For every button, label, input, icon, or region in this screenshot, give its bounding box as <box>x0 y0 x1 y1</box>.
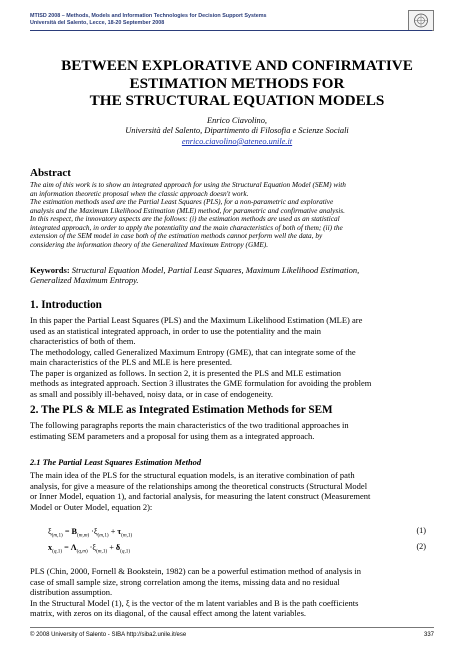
subsection-line: Model or Outer Model, equation 2): <box>30 501 153 512</box>
abstract-line: integrated approach, in order to apply the potentiality and the main characteristics of both of them; (ii) the <box>30 222 343 232</box>
abstract-body <box>30 181 434 249</box>
section-2-line: estimating SEM parameters and a proposal for using them as a integrated approach. <box>30 430 315 441</box>
closing-line: distribution assumption. <box>30 587 113 597</box>
abstract-line: In this respect, the innovatory aspects are the follows: (i) the estimation methods are used as an statistical <box>30 214 340 224</box>
closing-line: PLS (Chin, 2000, Fornell & Bookstein, 1982) can be a powerful estimation method of analysis in <box>30 566 361 576</box>
author-email-link[interactable]: enrico.ciavolino@ateneo.unile.it <box>181 136 293 146</box>
section-2-heading: 2. The PLS & MLE as Integrated Estimation Methods for SEM <box>30 404 333 416</box>
conference-header <box>30 13 267 27</box>
section-1-line: methods as integrated approach. Section 3 illustrates the GME formulation for avoiding the problem <box>30 378 372 388</box>
section-1-line: The methodology, called Generalized Maximum Entropy (GME), that can integrate some of the <box>30 346 356 357</box>
abstract-line: an information theoretic proposal when the classic approach doesn't work. <box>30 188 249 198</box>
equation-2-number: (2) <box>416 542 426 551</box>
title-line-3: THE STRUCTURAL EQUATION MODELS <box>89 92 385 109</box>
section-2-line: The following paragraphs reports the main characteristics of the two traditional approaches in <box>30 420 349 430</box>
section-1-line: used as an statistical integrated approach, in order to use the potentiality and the main <box>30 325 322 336</box>
section-1-line: main characteristics of the PLS and MLE is here presented. <box>30 357 233 367</box>
section-1-body <box>30 315 434 399</box>
abstract-line: analysis and the Maximum Likelihood Estimation (MLE) method, for parametric and confirmative analysis. <box>30 205 345 215</box>
title-line-2: ESTIMATION METHODS FOR <box>129 74 345 92</box>
footer-divider <box>30 627 434 628</box>
header-divider <box>30 30 432 31</box>
abstract-line: The estimation methods used are the Partial Least Squares (PLS), for a non-parametric and explorative <box>30 197 334 207</box>
equation-1-number: (1) <box>416 526 426 535</box>
section-1-heading: 1. Introduction <box>30 299 102 311</box>
keywords-label: Keywords: <box>30 265 70 275</box>
abstract-line: considering the information theory of the Generalized Maximum Entropy (GME). <box>30 239 269 249</box>
equation-2-formula: $x_{(q,1)} = \Lambda_{(q,m)} \cdot\xi_{(m,1)} + \delta_{(q,1)}$ <box>48 543 131 555</box>
section-1-line: characteristics of both of them. <box>30 336 136 346</box>
equation-2 <box>30 542 434 554</box>
closing-line: matrix, with zeros on its diagonal, of the causal effect among the latent variables. <box>30 608 307 618</box>
closing-line: case of small sample size, strong correlation among the items, missing data and no residual <box>30 576 340 587</box>
keywords-line-2: Generalized Maximum Entropy. <box>30 275 139 286</box>
subsection-2-1-heading: 2.1 The Partial Least Squares Estimation Method <box>30 458 202 467</box>
abstract-line: The aim of this work is to show an integrated approach for using the Structural Equation Model (SEM) with <box>30 180 346 189</box>
subsection-2-1-body <box>30 470 434 512</box>
footer-copyright: © 2008 University of Salento - SIBA http://siba2.unile.it/ese <box>30 632 187 638</box>
author-block <box>20 116 454 147</box>
section-2-body <box>30 420 434 441</box>
subsection-line: The main idea of the PLS for the structural equation models, is an iterative combination of path <box>30 470 355 480</box>
section-1-line: as small and possibly ill-behaved, noisy data, or in case of endogeneity. <box>30 388 274 399</box>
header-line-2: Università del Salento, Lecce, 18-20 September 2008 <box>30 20 165 26</box>
abstract-heading: Abstract <box>30 167 71 179</box>
section-1-line: In this paper the Partial Least Squares (PLS) and the Maximum Likelihood Estimation (MLE) are <box>30 315 363 325</box>
closing-line: In the Structural Model (1), ξ is the vector of the m latent variables and B is the path coefficients <box>30 597 359 608</box>
closing-body <box>30 566 434 619</box>
author-name: Enrico Ciavolino, <box>206 116 267 125</box>
equation-1 <box>30 526 434 538</box>
logo-emblem-icon <box>409 11 433 30</box>
author-affiliation: Università del Salento, Dipartimento di Filosofia e Scienze Sociali <box>125 126 349 136</box>
page-number: 337 <box>423 632 434 638</box>
section-1-line: The paper is organized as follows. In section 2, it is presented the PLS and MLE estimation <box>30 367 341 378</box>
paper-title <box>20 57 454 110</box>
title-line-1: BETWEEN EXPLORATIVE AND CONFIRMATIVE <box>61 57 413 74</box>
subsection-line: analysis, for give a measure of the relationships among the theoretical constructs (Structural Model <box>30 480 368 491</box>
equation-1-formula: $\xi_{(m,1)} = B_{(m,m)} \cdot\xi_{(m,1)} + \tau_{(m,1)}$ <box>48 527 133 539</box>
keywords <box>30 265 434 286</box>
university-logo <box>408 10 434 31</box>
keywords-line-1: Structural Equation Model, Partial Least Squares, Maximum Likelihood Estimation, <box>71 265 360 275</box>
subsection-line: or Inner Model, equation 1), and factorial analysis, for measuring the latent construct (Measurement <box>30 491 371 501</box>
abstract-line: extension of the SEM model in case both of the estimation methods cannot perform well the data, by <box>30 231 323 241</box>
header-line-1: MTISD 2008 – Methods, Models and Information Technologies for Decision Support Systems <box>30 13 267 19</box>
